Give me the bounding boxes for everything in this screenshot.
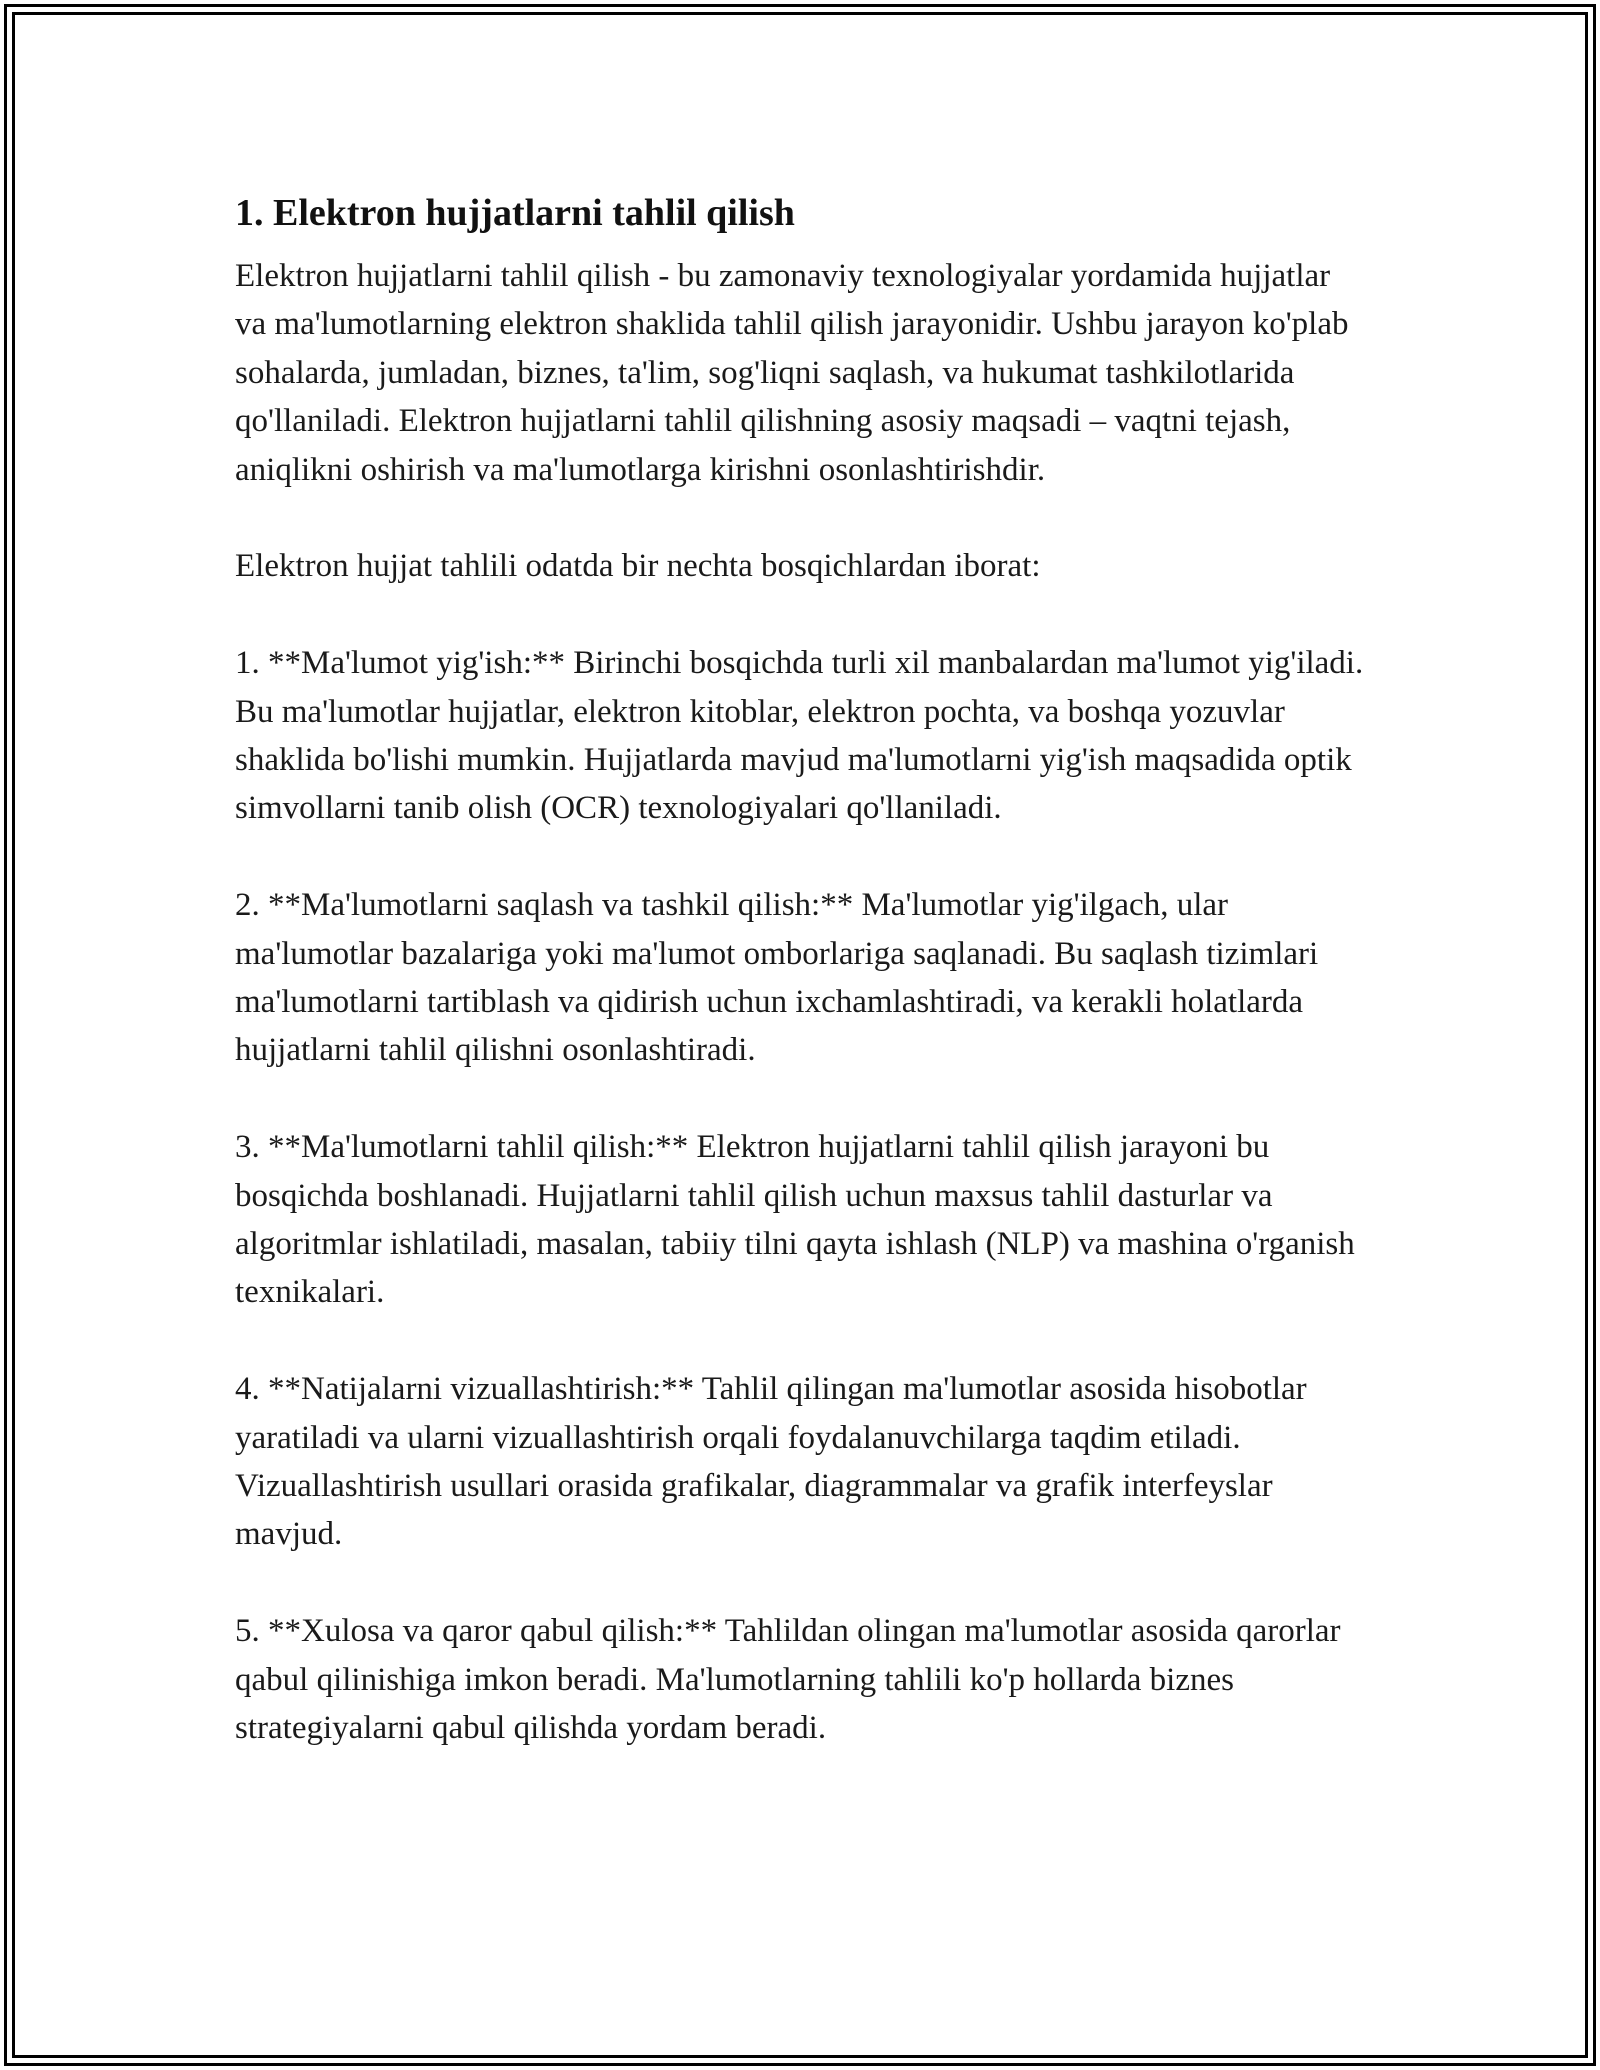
stage-3-paragraph: 3. **Ma'lumotlarni tahlil qilish:** Elektron hujjatlarni tahlil qilish jarayoni bu bosqichda boshlanadi. Hujjatlarni tahlil qilish uchun maxsus tahlil dasturlar va algoritmlar ishlatiladi, masalan, tabiiy tilni qayta ishlash (NLP) va mashina o'rganish texnikalari. <box>235 1129 1355 1311</box>
stage-1-paragraph: 1. **Ma'lumot yig'ish:** Birinchi bosqichda turli xil manbalardan ma'lumot yig'iladi. Bu ma'lumotlar hujjatlar, elektron kitoblar, elektron pochta, va boshqa yozuvlar shaklida bo'lishi mumkin. Hujjatlarda mavjud ma'lumotlarni yig'ish maqsadida optik simvollarni tanib olish (OCR) texnologiyalari qo'llaniladi. <box>235 645 1364 827</box>
intro-paragraph: Elektron hujjatlarni tahlil qilish - bu zamonaviy texnologiyalar yordamida hujjatlar va ma'lumotlarning elektron shaklida tahlil qilish jarayonidir. Ushbu jarayon ko'plab sohalarda, jumladan, biznes, ta'lim, sog'liqni saqlash, va hukumat tashkilotlarida qo'llaniladi. Elektron hujjatlarni tahlil qilishning asosiy maqsadi – vaqtni tejash, aniqlikni oshirish va ma'lumotlarga kirishni osonlashtirishdir. <box>235 258 1349 488</box>
stage-2-paragraph: 2. **Ma'lumotlarni saqlash va tashkil qilish:** Ma'lumotlar yig'ilgach, ular ma'lumotlar bazalariga yoki ma'lumot omborlariga saqlanadi. Bu saqlash tizimlari ma'lumotlarni tartiblash va qidirish uchun ixchamlashtiradi, va kerakli holatlarda hujjatlarni tahlil qilishni osonlashtiradi. <box>235 887 1319 1069</box>
stage-4-paragraph: 4. **Natijalarni vizuallashtirish:** Tahlil qilingan ma'lumotlar asosida hisobotlar yaratiladi va ularni vizuallashtirish orqali foydalanuvchilarga taqdim etiladi. Vizuallashtirish usullari orasida grafikalar, diagrammalar va grafik interfeyslar mavjud. <box>235 1371 1307 1553</box>
stages-intro-paragraph: Elektron hujjat tahlili odatda bir nechta bosqichlardan iborat: <box>235 548 1041 585</box>
document-body <box>235 180 1365 1801</box>
section-heading: 1. Elektron hujjatlarni tahlil qilish <box>235 192 795 234</box>
stage-5-paragraph: 5. **Xulosa va qaror qabul qilish:** Tahlildan olingan ma'lumotlar asosida qarorlar qabul qilinishiga imkon beradi. Ma'lumotlarning tahlili ko'p hollarda biznes strategiyalarni qabul qilishda yordam beradi. <box>235 1613 1341 1747</box>
